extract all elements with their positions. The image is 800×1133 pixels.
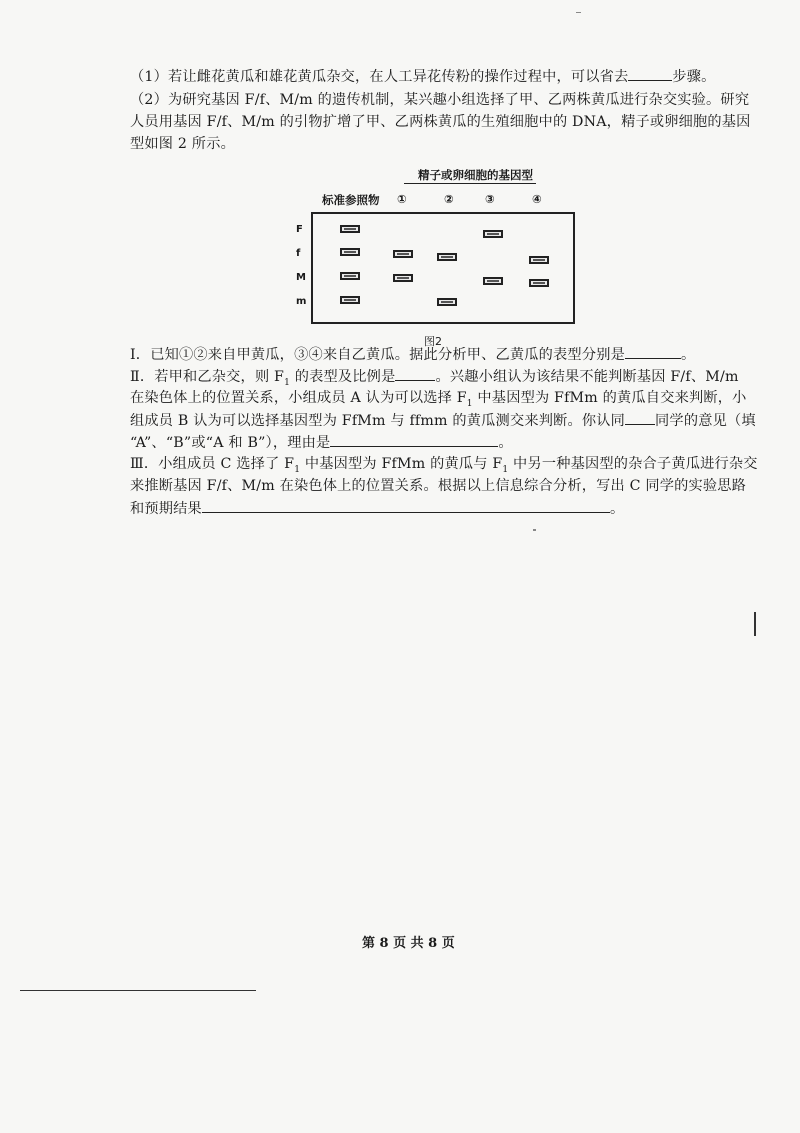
subscript-1: 1 xyxy=(284,377,291,388)
part-2-line-3-a: 组成员 B 认为可以选择基因型为 FfMm 与 ffmm 的黄瓜测交来判断。你认同 xyxy=(130,413,626,429)
answer-blank[interactable] xyxy=(330,432,498,447)
band-col2-m xyxy=(437,298,457,306)
question-2-line-3: 型如图 2 所示。 xyxy=(130,136,235,152)
band-col3-F xyxy=(483,230,503,238)
column-header-1: ① xyxy=(397,192,407,206)
band-reference-M xyxy=(340,272,360,280)
question-1-text-end: 步骤。 xyxy=(672,69,716,85)
part-2-text-b: 的表型及比例是 xyxy=(290,369,396,385)
band-col1-M xyxy=(393,274,413,282)
subscript-1: 1 xyxy=(502,464,509,475)
figure-title: 精子或卵细胞的基因型 xyxy=(418,168,533,182)
reference-label: 标准参照物 xyxy=(322,193,380,207)
gene-label-F: F xyxy=(296,224,303,235)
subscript-1: 1 xyxy=(466,398,473,409)
answer-blank[interactable] xyxy=(202,498,610,513)
column-header-2: ② xyxy=(444,192,454,206)
part-2-text-c: 。兴趣小组认为该结果不能判断基因 F/f、M/m xyxy=(435,369,739,385)
part-1-text-end: 。 xyxy=(680,347,696,363)
footer-rule xyxy=(20,990,256,991)
band-col4-f xyxy=(529,256,549,264)
subscript-1: 1 xyxy=(294,464,301,475)
column-header-4: ④ xyxy=(532,192,542,206)
gene-label-m: m xyxy=(296,296,307,307)
part-2-line-4-a: “A”、“B”或“A 和 B”），理由是 xyxy=(130,435,331,451)
gene-label-f: f xyxy=(296,248,301,259)
answer-blank[interactable] xyxy=(628,66,672,81)
part-2-line-3-b: 同学的意见（填 xyxy=(655,413,756,429)
part-3-line-3 xyxy=(130,498,730,520)
part-1 xyxy=(130,344,730,366)
part-3-line-3-b: 。 xyxy=(609,501,625,517)
part-2-line-4 xyxy=(130,432,730,454)
scan-speck xyxy=(576,12,581,13)
part-2-line-4-b: 。 xyxy=(498,435,513,451)
part-3-line-2: 来推断基因 F/f、M/m 在染色体上的位置关系。根据以上信息综合分析，写出 C 同学的实验思路 xyxy=(130,478,747,494)
part-2-line-2-b: 中基因型为 FfMm 的黄瓜自交来判断，小 xyxy=(472,390,747,406)
figure-title-bar xyxy=(404,183,536,184)
gene-label-M: M xyxy=(296,272,306,283)
answer-blank[interactable] xyxy=(625,344,681,359)
question-1-text: （1）若让雌花黄瓜和雄花黄瓜杂交，在人工异花传粉的操作过程中，可以省去 xyxy=(130,69,629,85)
band-reference-F xyxy=(340,225,360,233)
part-3-text-b: 中基因型为 FfMm 的黄瓜与 F xyxy=(300,456,503,472)
part-2-text-a: Ⅱ．若甲和乙杂交，则 F xyxy=(130,369,285,385)
part-2-line-3 xyxy=(130,410,756,432)
scan-speck xyxy=(533,529,536,531)
answer-blank[interactable] xyxy=(395,366,435,381)
column-header-3: ③ xyxy=(485,192,495,206)
question-2-line-1: （2）为研究基因 F/f、M/m 的遗传机制，某兴趣小组选择了甲、乙两株黄瓜进行杂交实验。研究 xyxy=(130,92,750,108)
band-col3-M xyxy=(483,277,503,285)
part-1-text: Ⅰ．已知①②来自甲黄瓜，③④来自乙黄瓜。据此分析甲、乙黄瓜的表型分别是 xyxy=(130,347,625,363)
part-3-text-a: Ⅲ．小组成员 C 选择了 F xyxy=(130,456,295,472)
part-3-text-c: 中另一种基因型的杂合子黄瓜进行杂交 xyxy=(508,456,758,472)
question-2-line-2: 人员用基因 F/f、M/m 的引物扩增了甲、乙两株黄瓜的生殖细胞中的 DNA，精子或卵细胞的基因 xyxy=(130,114,751,130)
part-3-line-3-a: 和预期结果 xyxy=(130,501,202,517)
band-reference-f xyxy=(340,248,360,256)
answer-blank[interactable] xyxy=(625,410,655,425)
band-col2-f xyxy=(437,253,457,261)
question-1 xyxy=(130,66,730,88)
figure-caption: 图2 xyxy=(424,335,442,348)
page-footer: 第 8 页 共 8 页 xyxy=(362,936,455,951)
scan-margin-mark xyxy=(754,612,756,636)
part-2-line-2-a: 在染色体上的位置关系，小组成员 A 认为可以选择 F xyxy=(130,390,467,406)
band-col1-f xyxy=(393,250,413,258)
band-col4-M xyxy=(529,279,549,287)
band-reference-m xyxy=(340,296,360,304)
